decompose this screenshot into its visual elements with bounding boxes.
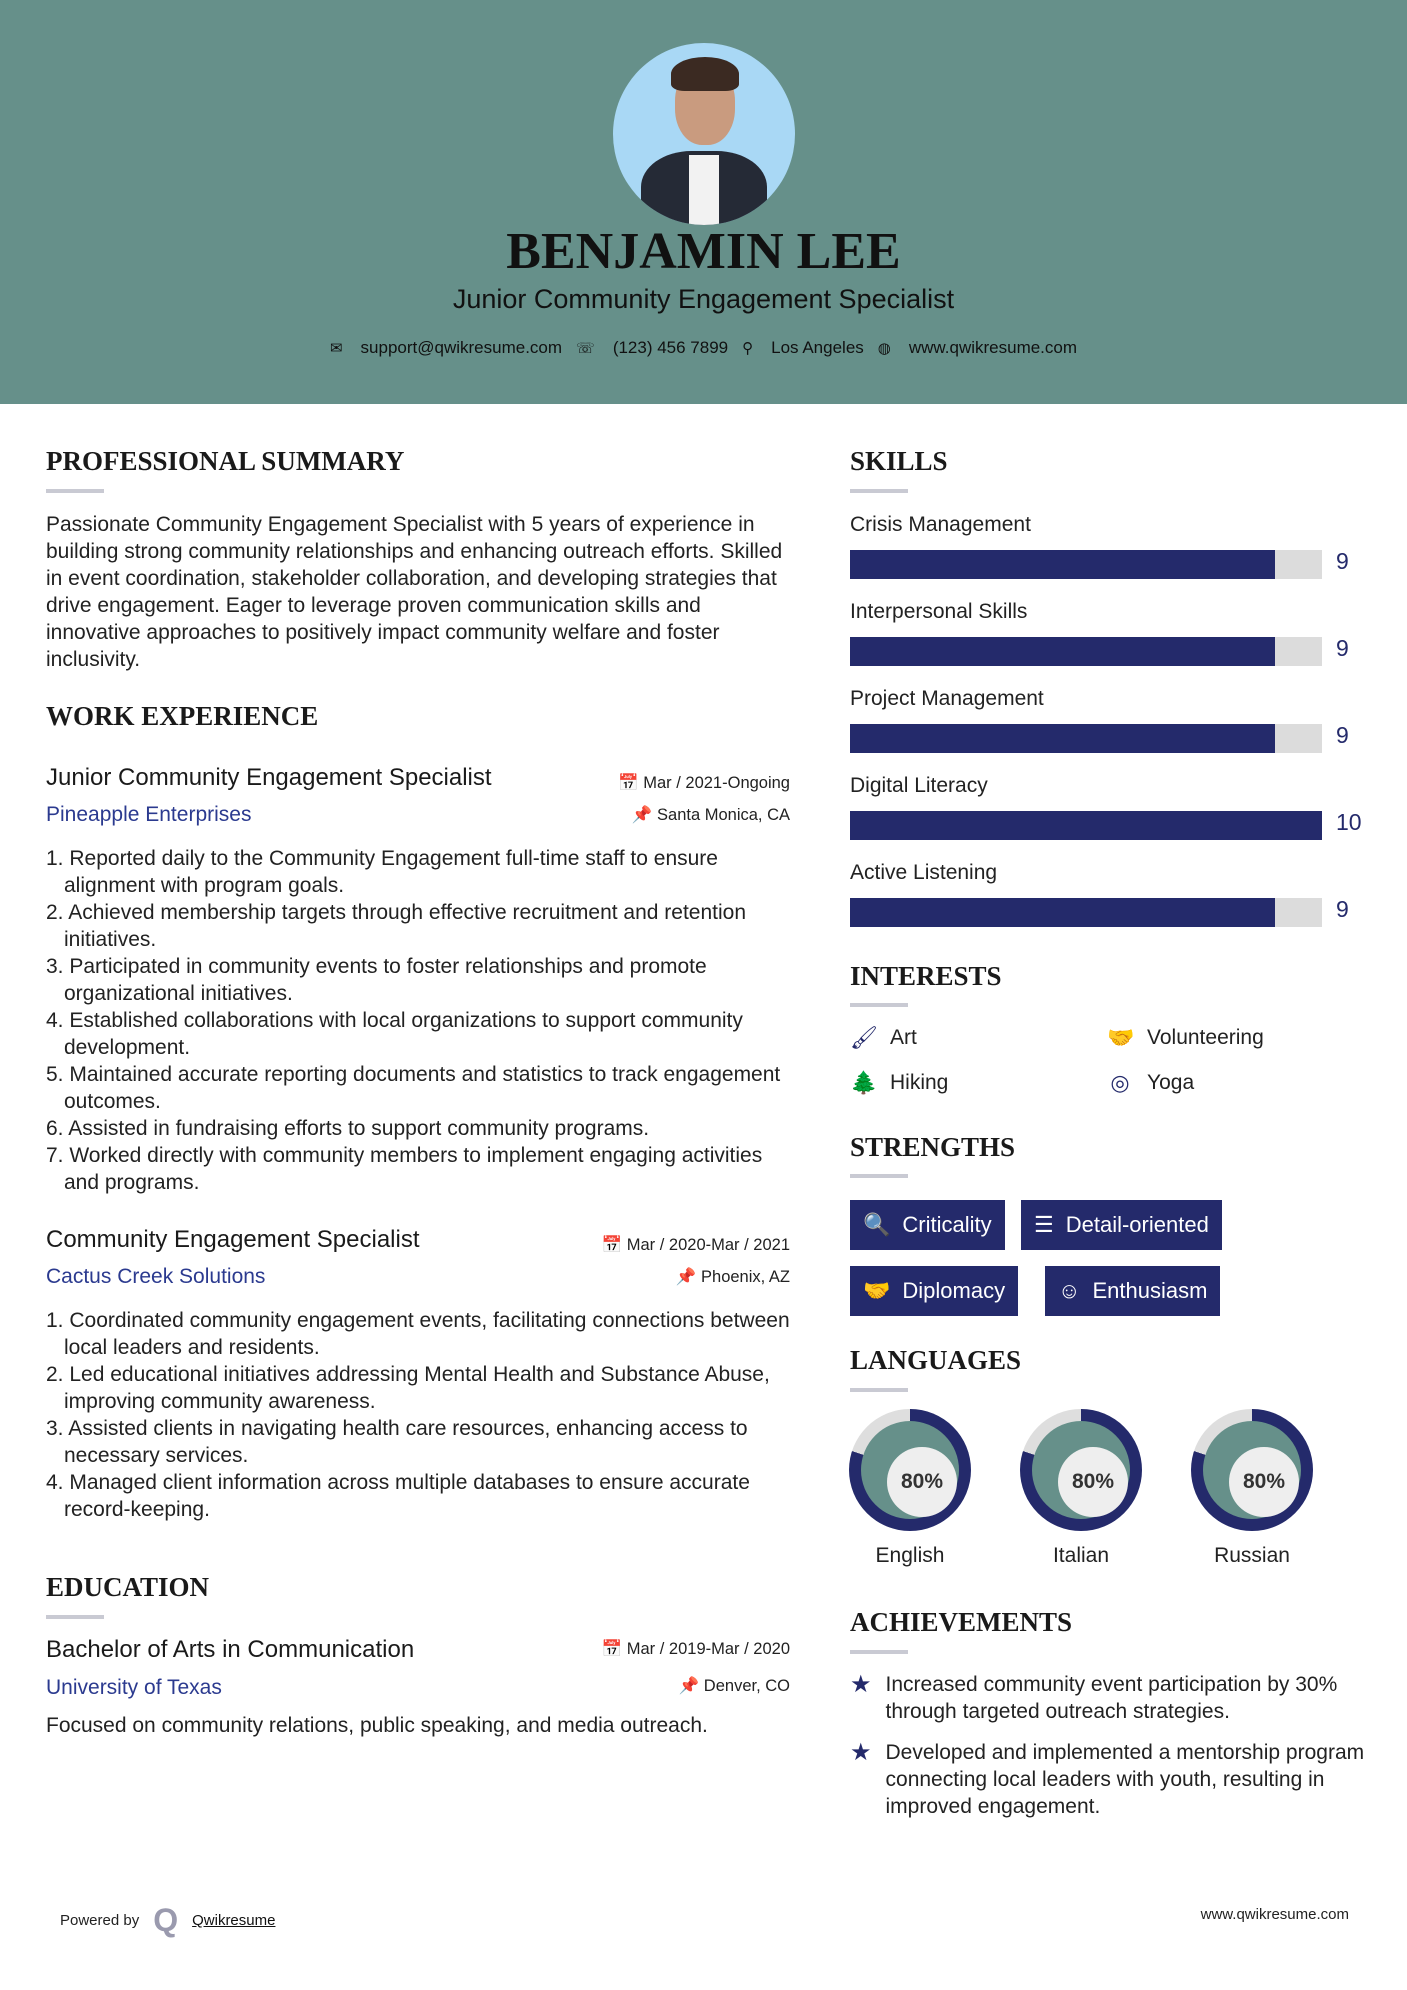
job-location-text: Phoenix, AZ <box>701 1268 790 1286</box>
skill-bar-fill <box>850 811 1322 840</box>
job-duties <box>46 1307 796 1523</box>
skill-bar <box>850 811 1322 840</box>
list-item-text: Coordinated community engagement events, facilitating connections between local leaders and residents. <box>64 1309 790 1359</box>
list-number: 3. <box>46 1417 69 1440</box>
company[interactable]: Pineapple Enterprises <box>46 803 252 826</box>
skill-bar-fill <box>850 637 1275 666</box>
location-icon: ⚲ <box>742 340 754 357</box>
strengths-heading: STRENGTHS <box>850 1132 1016 1162</box>
divider <box>850 1388 908 1392</box>
divider <box>850 489 908 493</box>
skill-bar-fill <box>850 724 1275 753</box>
interest-item <box>1107 1070 1194 1096</box>
edu-location-text: Denver, CO <box>703 1677 790 1695</box>
pin-icon: 📌 <box>675 1268 702 1286</box>
degree: Bachelor of Arts in Communication <box>46 1636 415 1663</box>
interest-label: Yoga <box>1147 1071 1195 1094</box>
powered-by <box>60 1902 275 1939</box>
list-item <box>46 899 796 953</box>
language-donut-inner <box>1032 1421 1130 1519</box>
interest-label: Art <box>890 1026 917 1049</box>
life-ring-icon: ◎ <box>1110 1070 1130 1095</box>
company[interactable]: Cactus Creek Solutions <box>46 1265 266 1288</box>
list-item <box>46 953 796 1007</box>
job-title: Junior Community Engagement Specialist <box>46 764 492 791</box>
language-donut <box>849 1409 971 1531</box>
divider <box>850 1650 908 1654</box>
skill-value: 9 <box>1336 635 1349 661</box>
job-location <box>676 1268 790 1287</box>
skill-value: 9 <box>1336 722 1349 748</box>
calendar-icon: 📅 <box>601 1640 627 1658</box>
phone: (123) 456 7899 <box>612 338 729 357</box>
interest-label: Hiking <box>890 1071 949 1094</box>
school[interactable]: University of Texas <box>46 1676 222 1699</box>
language-percent: 80% <box>887 1447 957 1517</box>
job-location <box>632 806 790 825</box>
location: Los Angeles <box>771 338 864 357</box>
skill-value: 10 <box>1336 809 1362 835</box>
strength-label: Criticality <box>902 1212 992 1237</box>
language-donut-inner <box>861 1421 959 1519</box>
divider <box>46 1615 104 1619</box>
paintbrush-icon: 🖌 <box>850 1025 878 1050</box>
strength-label: Diplomacy <box>902 1278 1006 1303</box>
edu-description: Focused on community relations, public speaking, and media outreach. <box>46 1714 708 1737</box>
skill-bar <box>850 898 1322 927</box>
achievement-text: Increased community event participation by 30% through targeted outreach strategies. <box>885 1673 1338 1723</box>
language-donut <box>1191 1409 1313 1531</box>
list-item <box>46 1469 796 1523</box>
list-icon: ☰ <box>1034 1212 1054 1237</box>
interest-item <box>1107 1025 1264 1051</box>
list-number: 2. <box>46 1363 70 1386</box>
list-number: 3. <box>46 955 70 978</box>
tree-icon: 🌲 <box>850 1070 878 1095</box>
skill-bar <box>850 550 1322 579</box>
list-item <box>46 1007 796 1061</box>
calendar-icon: 📅 <box>601 1236 627 1254</box>
list-item <box>46 1361 796 1415</box>
handshake-icon: 🤝 <box>863 1278 891 1303</box>
list-item-text: Led educational initiatives addressing Mental Health and Substance Abuse, improving community awareness. <box>64 1363 770 1413</box>
list-item <box>46 1415 796 1469</box>
interests-heading: INTERESTS <box>850 961 1002 991</box>
job-duties <box>46 845 796 1196</box>
strength-label: Enthusiasm <box>1092 1278 1208 1303</box>
interest-item <box>850 1025 917 1051</box>
list-item <box>46 1115 796 1142</box>
work-heading: WORK EXPERIENCE <box>46 701 319 731</box>
profile-photo <box>613 43 795 225</box>
skill-value: 9 <box>1336 896 1349 922</box>
strength-tag <box>850 1266 1018 1316</box>
language-name: English <box>875 1544 945 1567</box>
strength-tag <box>1021 1200 1222 1250</box>
powered-by-label: Powered by <box>60 1912 140 1929</box>
language-name: Russian <box>1214 1544 1290 1567</box>
qwikresume-logo-icon: Q <box>153 1902 179 1938</box>
smile-icon: ☺ <box>1058 1278 1081 1303</box>
website[interactable]: www.qwikresume.com <box>908 338 1078 357</box>
pin-icon: 📌 <box>631 806 658 824</box>
email-icon: ✉ <box>329 340 343 357</box>
edu-date-text: Mar / 2019-Mar / 2020 <box>626 1640 790 1658</box>
interest-item <box>850 1070 948 1096</box>
language-percent: 80% <box>1058 1447 1128 1517</box>
skill-value: 9 <box>1336 548 1349 574</box>
list-item-text: Achieved membership targets through effective recruitment and retention initiatives. <box>64 901 747 951</box>
achievement-text: Developed and implemented a mentorship program connecting local leaders with youth, resulting in improved engagement. <box>885 1741 1365 1818</box>
pin-icon: 📌 <box>678 1677 704 1695</box>
list-item-text: Reported daily to the Community Engagement full-time staff to ensure alignment with program goals. <box>64 847 718 897</box>
list-number: 2. <box>46 901 69 924</box>
strength-label: Detail-oriented <box>1065 1212 1209 1237</box>
language-donut <box>1020 1409 1142 1531</box>
phone-icon: ☏ <box>576 340 595 357</box>
skill-name: Digital Literacy <box>850 774 988 797</box>
email[interactable]: support@qwikresume.com <box>360 338 563 357</box>
job-date <box>602 1236 790 1255</box>
divider <box>46 489 104 493</box>
footer-website[interactable]: www.qwikresume.com <box>1200 1906 1349 1923</box>
star-icon: ★ <box>850 1739 872 1766</box>
skill-bar-fill <box>850 898 1275 927</box>
header <box>0 0 1407 404</box>
achievement-item <box>850 1671 1370 1725</box>
edu-location <box>679 1677 790 1696</box>
list-number: 1. <box>46 1309 70 1332</box>
skill-bar-fill <box>850 550 1275 579</box>
list-item-text: Maintained accurate reporting documents and statistics to track engagement outcomes. <box>64 1063 781 1113</box>
interest-label: Volunteering <box>1147 1026 1264 1049</box>
list-item-text: Managed client information across multiple databases to ensure accurate record-keeping. <box>64 1471 750 1521</box>
list-number: 4. <box>46 1009 70 1032</box>
language-donut-inner <box>1203 1421 1301 1519</box>
strength-tag <box>1045 1266 1220 1316</box>
skill-bar <box>850 724 1322 753</box>
skill-name: Interpersonal Skills <box>850 600 1028 623</box>
star-icon: ★ <box>850 1671 872 1698</box>
handshake-icon: 🤝 <box>1107 1025 1135 1050</box>
list-number: 7. <box>46 1144 70 1167</box>
divider <box>850 1174 908 1178</box>
list-number: 1. <box>46 847 70 870</box>
divider <box>850 1003 908 1007</box>
list-number: 5. <box>46 1063 70 1086</box>
list-item-text: Assisted in fundraising efforts to support community programs. <box>68 1117 650 1140</box>
list-item <box>46 845 796 899</box>
achievement-item <box>850 1739 1370 1820</box>
summary-text: Passionate Community Engagement Specialist with 5 years of experience in building strong community relationships and enhancing outreach efforts. Skilled in event coordination, stakeholder collaboration, and developing strategies that drive engagement. Eager to leverage proven communication skills and innovative approaches to positively impact community welfare and foster inclusivity. <box>46 513 783 671</box>
education-heading: EDUCATION <box>46 1572 210 1602</box>
skills-heading: SKILLS <box>850 446 948 476</box>
skill-name: Crisis Management <box>850 513 1031 536</box>
language-percent: 80% <box>1229 1447 1299 1517</box>
achievements-heading: ACHIEVEMENTS <box>850 1607 1073 1637</box>
candidate-name: BENJAMIN LEE <box>506 223 901 280</box>
list-item-text: Worked directly with community members to implement engaging activities and programs. <box>64 1144 763 1194</box>
brand-link[interactable]: Qwikresume <box>192 1912 276 1929</box>
job-title: Community Engagement Specialist <box>46 1226 420 1253</box>
list-item-text: Participated in community events to foster relationships and promote organizational initiatives. <box>64 955 707 1005</box>
skill-name: Project Management <box>850 687 1044 710</box>
candidate-title: Junior Community Engagement Specialist <box>452 284 955 314</box>
job-date-text: Mar / 2020-Mar / 2021 <box>626 1236 790 1254</box>
list-item-text: Assisted clients in navigating health care resources, enhancing access to necessary services. <box>64 1417 748 1467</box>
job-date <box>618 774 790 793</box>
globe-icon: ◍ <box>877 340 891 357</box>
list-number: 4. <box>46 1471 70 1494</box>
edu-date <box>602 1640 790 1659</box>
job-location-text: Santa Monica, CA <box>657 806 790 824</box>
list-item-text: Established collaborations with local organizations to support community development. <box>64 1009 743 1059</box>
list-item <box>46 1061 796 1115</box>
search-icon: 🔍 <box>863 1212 891 1237</box>
list-item <box>46 1142 796 1196</box>
job-date-text: Mar / 2021-Ongoing <box>643 774 790 792</box>
strength-tag <box>850 1200 1005 1250</box>
list-number: 6. <box>46 1117 69 1140</box>
contact-bar <box>0 338 1407 358</box>
summary-heading: PROFESSIONAL SUMMARY <box>46 446 405 476</box>
list-item <box>46 1307 796 1361</box>
skill-bar <box>850 637 1322 666</box>
calendar-icon: 📅 <box>618 774 644 792</box>
skill-name: Active Listening <box>850 861 998 884</box>
languages-heading: LANGUAGES <box>850 1345 1022 1375</box>
language-name: Italian <box>1052 1544 1110 1567</box>
